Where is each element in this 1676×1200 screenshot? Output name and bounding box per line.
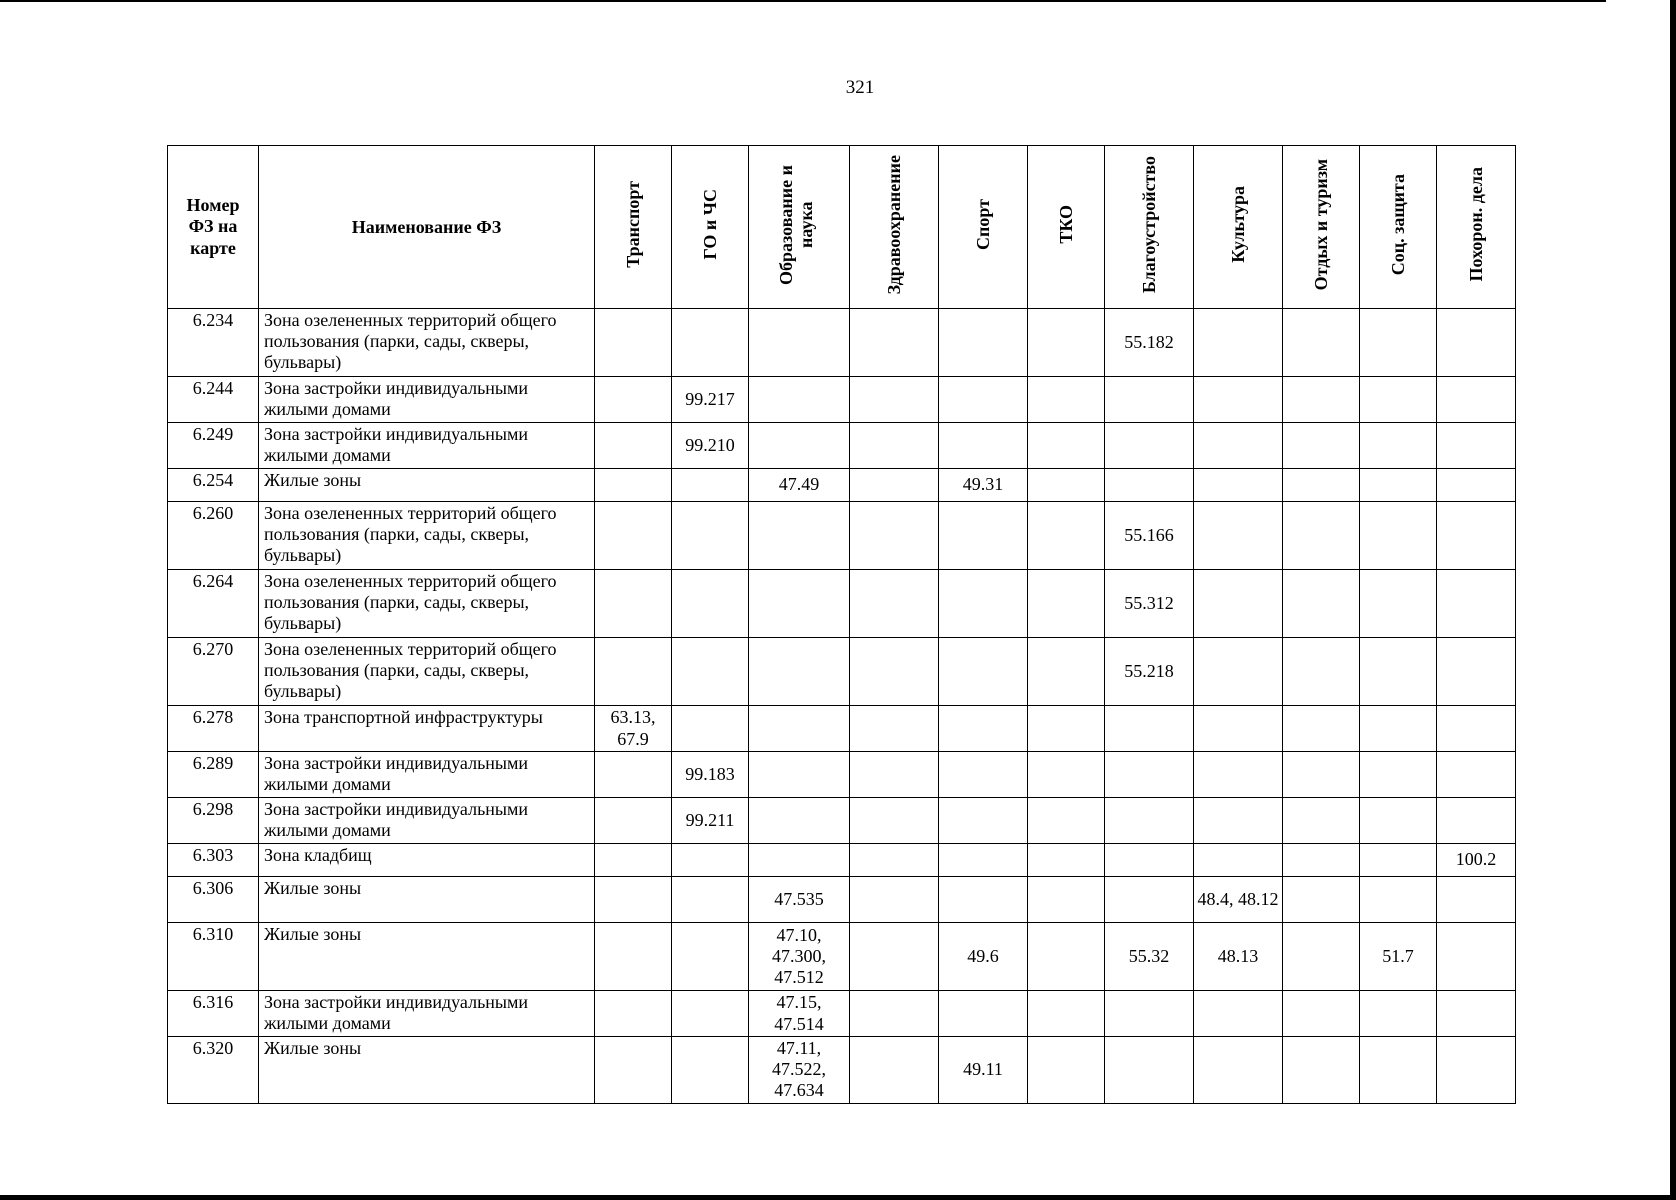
header-number (168, 146, 259, 309)
table-cell: 55.182 (1105, 309, 1194, 377)
table-cell: 55.166 (1105, 502, 1194, 570)
zone-number: 6.249 (168, 423, 259, 469)
zone-number: 6.320 (168, 1037, 259, 1104)
table-cell (1028, 469, 1105, 502)
header-social (1360, 146, 1437, 309)
zone-number: 6.264 (168, 570, 259, 638)
table-cell (1194, 752, 1283, 798)
zone-name: Зона застройки индивидуальными жилыми домами (259, 752, 595, 798)
table-cell (672, 502, 749, 570)
table-cell (1360, 752, 1437, 798)
table-cell (1194, 309, 1283, 377)
header-tko (1028, 146, 1105, 309)
table-row (168, 798, 1516, 844)
header-funeral-label: Похорон. дела (1465, 167, 1486, 282)
table-cell (1437, 502, 1516, 570)
header-leisure (1283, 146, 1360, 309)
table-cell (595, 570, 672, 638)
zone-number: 6.310 (168, 923, 259, 991)
table-cell (850, 502, 939, 570)
zone-number: 6.316 (168, 991, 259, 1037)
zone-number: 6.244 (168, 377, 259, 423)
table-cell (850, 844, 939, 877)
table-row (168, 570, 1516, 638)
table-cell (1283, 991, 1360, 1037)
table-cell (850, 798, 939, 844)
table-cell (595, 798, 672, 844)
zone-name: Зона озелененных территорий общего пользования (парки, сады, скверы, бульвары) (259, 570, 595, 638)
table-cell (1194, 570, 1283, 638)
header-social-label: Соц. защита (1387, 173, 1408, 276)
zone-number: 6.298 (168, 798, 259, 844)
header-name (259, 146, 595, 309)
table-cell (1028, 570, 1105, 638)
table-cell (1105, 752, 1194, 798)
table-cell (1028, 877, 1105, 923)
table-cell: 99.210 (672, 423, 749, 469)
table-cell: 47.49 (749, 469, 850, 502)
zone-name: Зона застройки индивидуальными жилыми домами (259, 991, 595, 1037)
table-cell (749, 798, 850, 844)
table-cell (1105, 706, 1194, 752)
table-cell (1028, 1037, 1105, 1104)
table-cell (850, 377, 939, 423)
table-cell (749, 638, 850, 706)
table-cell (850, 1037, 939, 1104)
table-cell (939, 502, 1028, 570)
table-cell (1028, 706, 1105, 752)
table-cell (1028, 991, 1105, 1037)
table-cell (1360, 1037, 1437, 1104)
header-name-label: Наименование ФЗ (351, 216, 502, 237)
table-cell (1028, 752, 1105, 798)
table-cell (1194, 706, 1283, 752)
table-cell (1360, 309, 1437, 377)
table-row (168, 638, 1516, 706)
table-row (168, 309, 1516, 377)
table-cell (1194, 844, 1283, 877)
table-cell (939, 706, 1028, 752)
table-row (168, 469, 1516, 502)
table-row (168, 1037, 1516, 1104)
table-cell (1283, 638, 1360, 706)
table-cell (1194, 991, 1283, 1037)
table-row (168, 923, 1516, 991)
table-cell (672, 1037, 749, 1104)
table-row (168, 377, 1516, 423)
table-cell: 49.31 (939, 469, 1028, 502)
table-cell: 55.32 (1105, 923, 1194, 991)
table-cell (1028, 798, 1105, 844)
table-cell (1283, 752, 1360, 798)
zone-name: Зона застройки индивидуальными жилыми домами (259, 423, 595, 469)
table-cell (939, 991, 1028, 1037)
table-cell (1437, 923, 1516, 991)
table-cell (850, 638, 939, 706)
table-cell: 100.2 (1437, 844, 1516, 877)
scan-border-bottom (0, 1195, 1676, 1200)
table-cell (1360, 706, 1437, 752)
table-cell (1194, 423, 1283, 469)
table-cell (1194, 502, 1283, 570)
table-cell (1437, 752, 1516, 798)
table-body (168, 309, 1516, 1104)
header-improvement (1105, 146, 1194, 309)
table-cell (1360, 423, 1437, 469)
table-cell (939, 844, 1028, 877)
header-go-chs-label: ГО и ЧС (699, 189, 720, 260)
header-sport-label: Спорт (972, 199, 993, 250)
header-education (749, 146, 850, 309)
table-cell (850, 423, 939, 469)
table-row (168, 752, 1516, 798)
table-cell (1360, 991, 1437, 1037)
table-cell (595, 309, 672, 377)
table-cell: 48.4, 48.12 (1194, 877, 1283, 923)
table-cell (749, 570, 850, 638)
table-row (168, 423, 1516, 469)
table-cell: 99.211 (672, 798, 749, 844)
table-cell (1028, 309, 1105, 377)
table-cell (939, 798, 1028, 844)
zone-name: Зона озелененных территорий общего пользования (парки, сады, скверы, бульвары) (259, 638, 595, 706)
table-cell (1028, 844, 1105, 877)
table-cell (1105, 991, 1194, 1037)
table-cell (595, 469, 672, 502)
zone-name: Жилые зоны (259, 877, 595, 923)
header-healthcare (850, 146, 939, 309)
table-cell (1437, 638, 1516, 706)
table-cell (1283, 570, 1360, 638)
zone-number: 6.303 (168, 844, 259, 877)
table-cell (672, 844, 749, 877)
table-cell (672, 991, 749, 1037)
table-cell (1360, 638, 1437, 706)
table-cell (595, 423, 672, 469)
table-cell (1437, 469, 1516, 502)
table-cell (1360, 844, 1437, 877)
zone-name: Жилые зоны (259, 469, 595, 502)
table-cell: 51.7 (1360, 923, 1437, 991)
table-cell (1283, 309, 1360, 377)
table-cell (672, 877, 749, 923)
table-cell (1437, 877, 1516, 923)
table-cell (1028, 502, 1105, 570)
table-cell (1437, 991, 1516, 1037)
table-cell: 49.11 (939, 1037, 1028, 1104)
zone-name: Жилые зоны (259, 923, 595, 991)
table-cell (939, 423, 1028, 469)
table-cell (595, 844, 672, 877)
table-cell (1437, 706, 1516, 752)
table-cell: 99.183 (672, 752, 749, 798)
table-cell (1437, 423, 1516, 469)
table-cell (1283, 877, 1360, 923)
table-cell (1194, 377, 1283, 423)
table-cell (595, 502, 672, 570)
header-sport (939, 146, 1028, 309)
table-cell (1105, 469, 1194, 502)
header-culture (1194, 146, 1283, 309)
zone-number: 6.289 (168, 752, 259, 798)
table-cell (1360, 877, 1437, 923)
header-healthcare-label: Здравоохранение (883, 154, 904, 295)
table-row (168, 991, 1516, 1037)
table-cell (939, 309, 1028, 377)
table-cell (850, 309, 939, 377)
table-cell (1437, 798, 1516, 844)
table-cell (749, 309, 850, 377)
table-cell: 49.6 (939, 923, 1028, 991)
table-cell: 48.13 (1194, 923, 1283, 991)
table-cell (1283, 469, 1360, 502)
table-cell (595, 638, 672, 706)
table-cell (672, 309, 749, 377)
zone-number: 6.270 (168, 638, 259, 706)
table-cell (672, 706, 749, 752)
table-cell (749, 377, 850, 423)
table-cell (939, 877, 1028, 923)
table-cell (1283, 844, 1360, 877)
zone-number: 6.260 (168, 502, 259, 570)
table-row (168, 844, 1516, 877)
table-cell (850, 752, 939, 798)
table-cell (1437, 309, 1516, 377)
table-cell (939, 638, 1028, 706)
table-cell (1437, 1037, 1516, 1104)
header-culture-label: Культура (1227, 186, 1248, 263)
table-cell (1437, 570, 1516, 638)
table-cell (1283, 423, 1360, 469)
table-cell (1105, 1037, 1194, 1104)
table-cell (1283, 1037, 1360, 1104)
page-number: 321 (845, 77, 875, 98)
header-transport-label: Транспорт (622, 181, 643, 268)
table-cell (595, 752, 672, 798)
table-cell (850, 469, 939, 502)
table-cell: 47.535 (749, 877, 850, 923)
table-cell: 55.312 (1105, 570, 1194, 638)
header-leisure-label: Отдых и туризм (1310, 158, 1331, 291)
table-cell (939, 377, 1028, 423)
header-go-chs (672, 146, 749, 309)
table-cell (850, 706, 939, 752)
table-cell (1105, 877, 1194, 923)
table-cell (672, 570, 749, 638)
table-cell (749, 423, 850, 469)
table-cell (1028, 377, 1105, 423)
table-cell (1028, 423, 1105, 469)
table-cell (850, 991, 939, 1037)
header-transport (595, 146, 672, 309)
table-cell (1283, 502, 1360, 570)
table-cell (595, 377, 672, 423)
table-cell (1360, 469, 1437, 502)
table-cell: 47.10, 47.300, 47.512 (749, 923, 850, 991)
zone-name: Зона транспортной инфраструктуры (259, 706, 595, 752)
zone-name: Зона застройки индивидуальными жилыми домами (259, 798, 595, 844)
table-cell (939, 570, 1028, 638)
table-cell (1105, 798, 1194, 844)
table-cell (595, 1037, 672, 1104)
table-cell (1105, 844, 1194, 877)
table-cell (1028, 638, 1105, 706)
table-cell (672, 923, 749, 991)
zone-name: Зона застройки индивидуальными жилыми домами (259, 377, 595, 423)
table-cell (672, 638, 749, 706)
header-improvement-label: Благоустройство (1138, 155, 1159, 294)
table-cell (749, 844, 850, 877)
table-cell (1194, 469, 1283, 502)
zone-number: 6.234 (168, 309, 259, 377)
table-cell (595, 923, 672, 991)
zone-name: Зона озелененных территорий общего пользования (парки, сады, скверы, бульвары) (259, 502, 595, 570)
table-cell (1360, 570, 1437, 638)
table-cell (1194, 1037, 1283, 1104)
table-cell (1360, 377, 1437, 423)
table-cell (850, 570, 939, 638)
table-cell (850, 877, 939, 923)
table-cell: 47.11, 47.522, 47.634 (749, 1037, 850, 1104)
table-cell: 63.13, 67.9 (595, 706, 672, 752)
table-cell (749, 706, 850, 752)
header-number-label: Номер ФЗ на карте (186, 195, 240, 258)
table-cell: 55.218 (1105, 638, 1194, 706)
zones-table (167, 145, 1516, 1104)
table-cell (1437, 377, 1516, 423)
table-cell (1360, 798, 1437, 844)
table-cell (1360, 502, 1437, 570)
table-cell (672, 469, 749, 502)
scan-border-top (0, 0, 1606, 2)
zone-number: 6.306 (168, 877, 259, 923)
table-cell (1283, 798, 1360, 844)
zone-number: 6.278 (168, 706, 259, 752)
table-cell (1105, 423, 1194, 469)
table-cell (850, 923, 939, 991)
zone-number: 6.254 (168, 469, 259, 502)
header-funeral (1437, 146, 1516, 309)
header-tko-label: ТКО (1055, 205, 1076, 244)
table-cell: 47.15, 47.514 (749, 991, 850, 1037)
zone-name: Зона кладбищ (259, 844, 595, 877)
zone-name: Зона озелененных территорий общего пользования (парки, сады, скверы, бульвары) (259, 309, 595, 377)
table-cell (595, 991, 672, 1037)
table-cell (939, 752, 1028, 798)
table-cell: 99.217 (672, 377, 749, 423)
table-cell (1283, 923, 1360, 991)
table-cell (749, 502, 850, 570)
header-row (168, 146, 1516, 309)
table-row (168, 502, 1516, 570)
table-cell (595, 877, 672, 923)
zone-name: Жилые зоны (259, 1037, 595, 1104)
table-cell (749, 752, 850, 798)
table-cell (1283, 706, 1360, 752)
table-row (168, 877, 1516, 923)
table-cell (1194, 638, 1283, 706)
table-cell (1028, 923, 1105, 991)
scan-border-right (1670, 0, 1676, 1200)
table-cell (1105, 377, 1194, 423)
table-row (168, 706, 1516, 752)
table-cell (1283, 377, 1360, 423)
header-education-label: Образование и наука (776, 164, 817, 285)
table-cell (1194, 798, 1283, 844)
